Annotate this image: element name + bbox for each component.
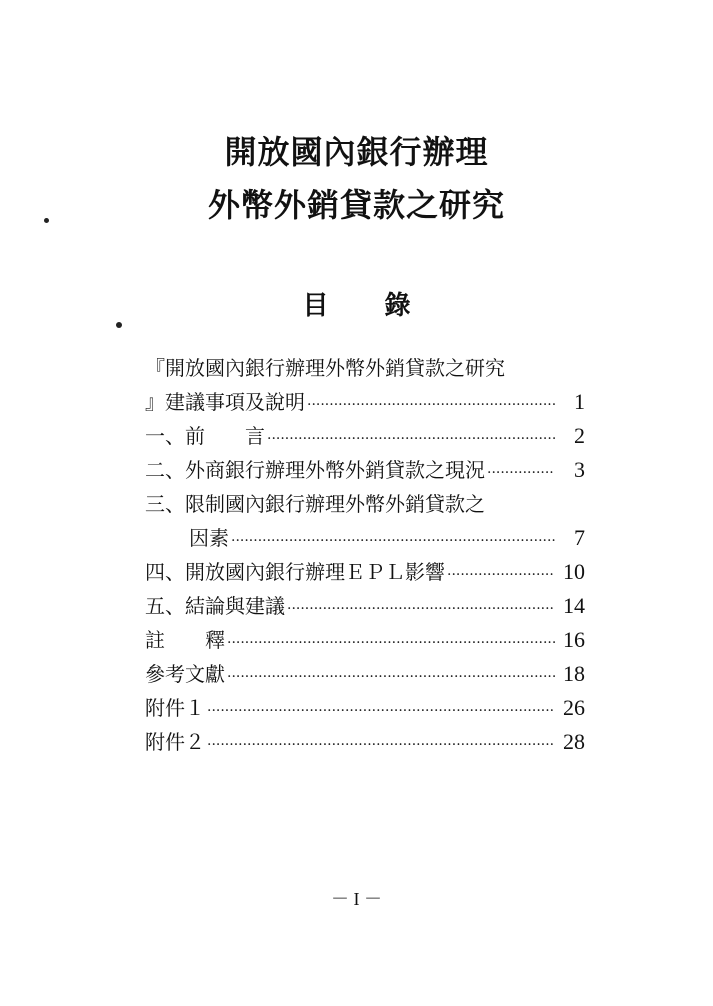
toc-entry-label: 三、限制國內銀行辦理外幣外銷貸款之 <box>145 492 485 516</box>
dot-leader <box>287 601 555 617</box>
toc-entry <box>145 420 585 454</box>
document-title-line-2: 外幣外銷貸款之研究 <box>207 186 505 224</box>
toc-entry-label: 因素 <box>189 526 229 550</box>
table-of-contents <box>145 352 585 760</box>
document-title-line-1: 開放國內銀行辦理 <box>224 133 489 171</box>
toc-entry-page: 18 <box>563 661 585 686</box>
toc-entry <box>145 386 585 420</box>
toc-entry-page: 3 <box>574 457 585 482</box>
toc-entry <box>145 522 585 556</box>
toc-entry-label: 五、結論與建議 <box>145 594 285 618</box>
toc-entry <box>145 624 585 658</box>
toc-entry-page: 7 <box>574 525 585 550</box>
toc-entry-label: 附件２ <box>145 730 205 754</box>
toc-heading <box>0 285 713 322</box>
toc-entry-page: 26 <box>563 695 585 720</box>
toc-entry-page: 16 <box>563 627 585 652</box>
scan-speck <box>116 322 122 328</box>
toc-entry-page: 14 <box>563 593 585 618</box>
toc-entry <box>145 726 585 760</box>
toc-entry <box>145 488 585 522</box>
toc-entry <box>145 556 585 590</box>
toc-entry <box>145 692 585 726</box>
toc-entry-label: 附件１ <box>145 696 205 720</box>
toc-entry-label: 『開放國內銀行辦理外幣外銷貸款之研究 <box>145 356 505 380</box>
toc-entry <box>145 658 585 692</box>
toc-entry-label: 註 釋 <box>145 628 225 652</box>
toc-entry <box>145 590 585 624</box>
dot-leader <box>487 465 555 481</box>
dot-leader <box>447 567 555 583</box>
toc-entry-label: 』建議事項及說明 <box>145 390 305 414</box>
toc-entry-label: 一、前 言 <box>145 424 265 448</box>
dot-leader <box>231 533 555 549</box>
page-number-footer: － I － <box>331 889 382 909</box>
dot-leader <box>207 737 555 753</box>
toc-heading-right: 錄 <box>384 291 411 321</box>
toc-entry-page: 10 <box>563 559 585 584</box>
dot-leader <box>307 397 555 413</box>
toc-entry <box>145 352 585 386</box>
toc-entry-label: 參考文獻 <box>145 662 225 686</box>
dot-leader <box>267 431 555 447</box>
toc-entry-page: 1 <box>574 389 585 414</box>
dot-leader <box>227 635 555 651</box>
toc-heading-left: 目 <box>302 291 329 321</box>
toc-entry-label: 二、外商銀行辦理外幣外銷貸款之現況 <box>145 458 485 482</box>
toc-entry-page: 2 <box>574 423 585 448</box>
dot-leader <box>227 669 555 685</box>
dot-leader <box>207 703 555 719</box>
toc-entry-label: 四、開放國內銀行辦理ＥＰＬ影響 <box>145 560 445 584</box>
toc-entry-page: 28 <box>563 729 585 754</box>
toc-entry <box>145 454 585 488</box>
